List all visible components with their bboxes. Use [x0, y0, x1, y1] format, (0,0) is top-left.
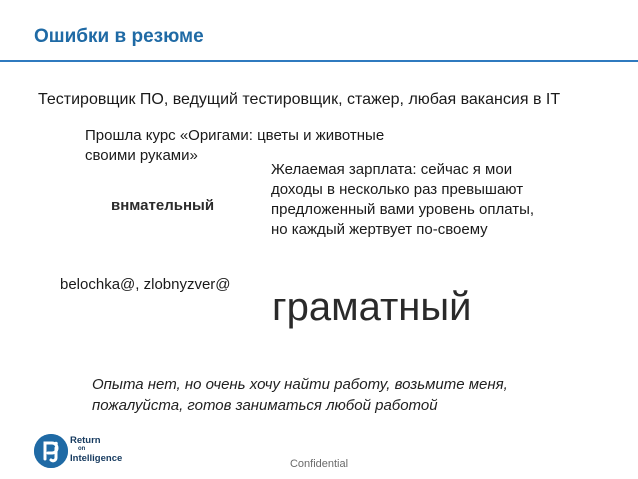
course-text: Прошла курс «Оригами: цветы и животные своими руками» [85, 127, 385, 164]
email-examples: belochka@, zlobnyzver@ [60, 276, 231, 293]
slide-title: Ошибки в резюме [34, 26, 204, 47]
position-line: Тестировщик ПО, ведущий тестировщик, стажер, любая вакансия в IT [38, 91, 561, 108]
logo-line-on: on [78, 446, 86, 452]
literate-word: граматный [272, 285, 472, 329]
attentive-word: внмательный [111, 197, 215, 214]
logo-line-intelligence: Intelligence [70, 453, 123, 464]
confidential-label: Confidential [289, 458, 349, 470]
no-experience-text: Опыта нет, но очень хочу найти работу, возьмите меня, пожалуйста, готов заниматься любой работой [92, 376, 508, 414]
logo-line-return: Return [70, 435, 101, 446]
salary-text: Желаемая зарплата: сейчас я мои доходы в несколько раз превышают предложенный вами уровень оплаты, но каждый жертвует по-своему [271, 161, 535, 238]
title-divider [0, 60, 638, 62]
